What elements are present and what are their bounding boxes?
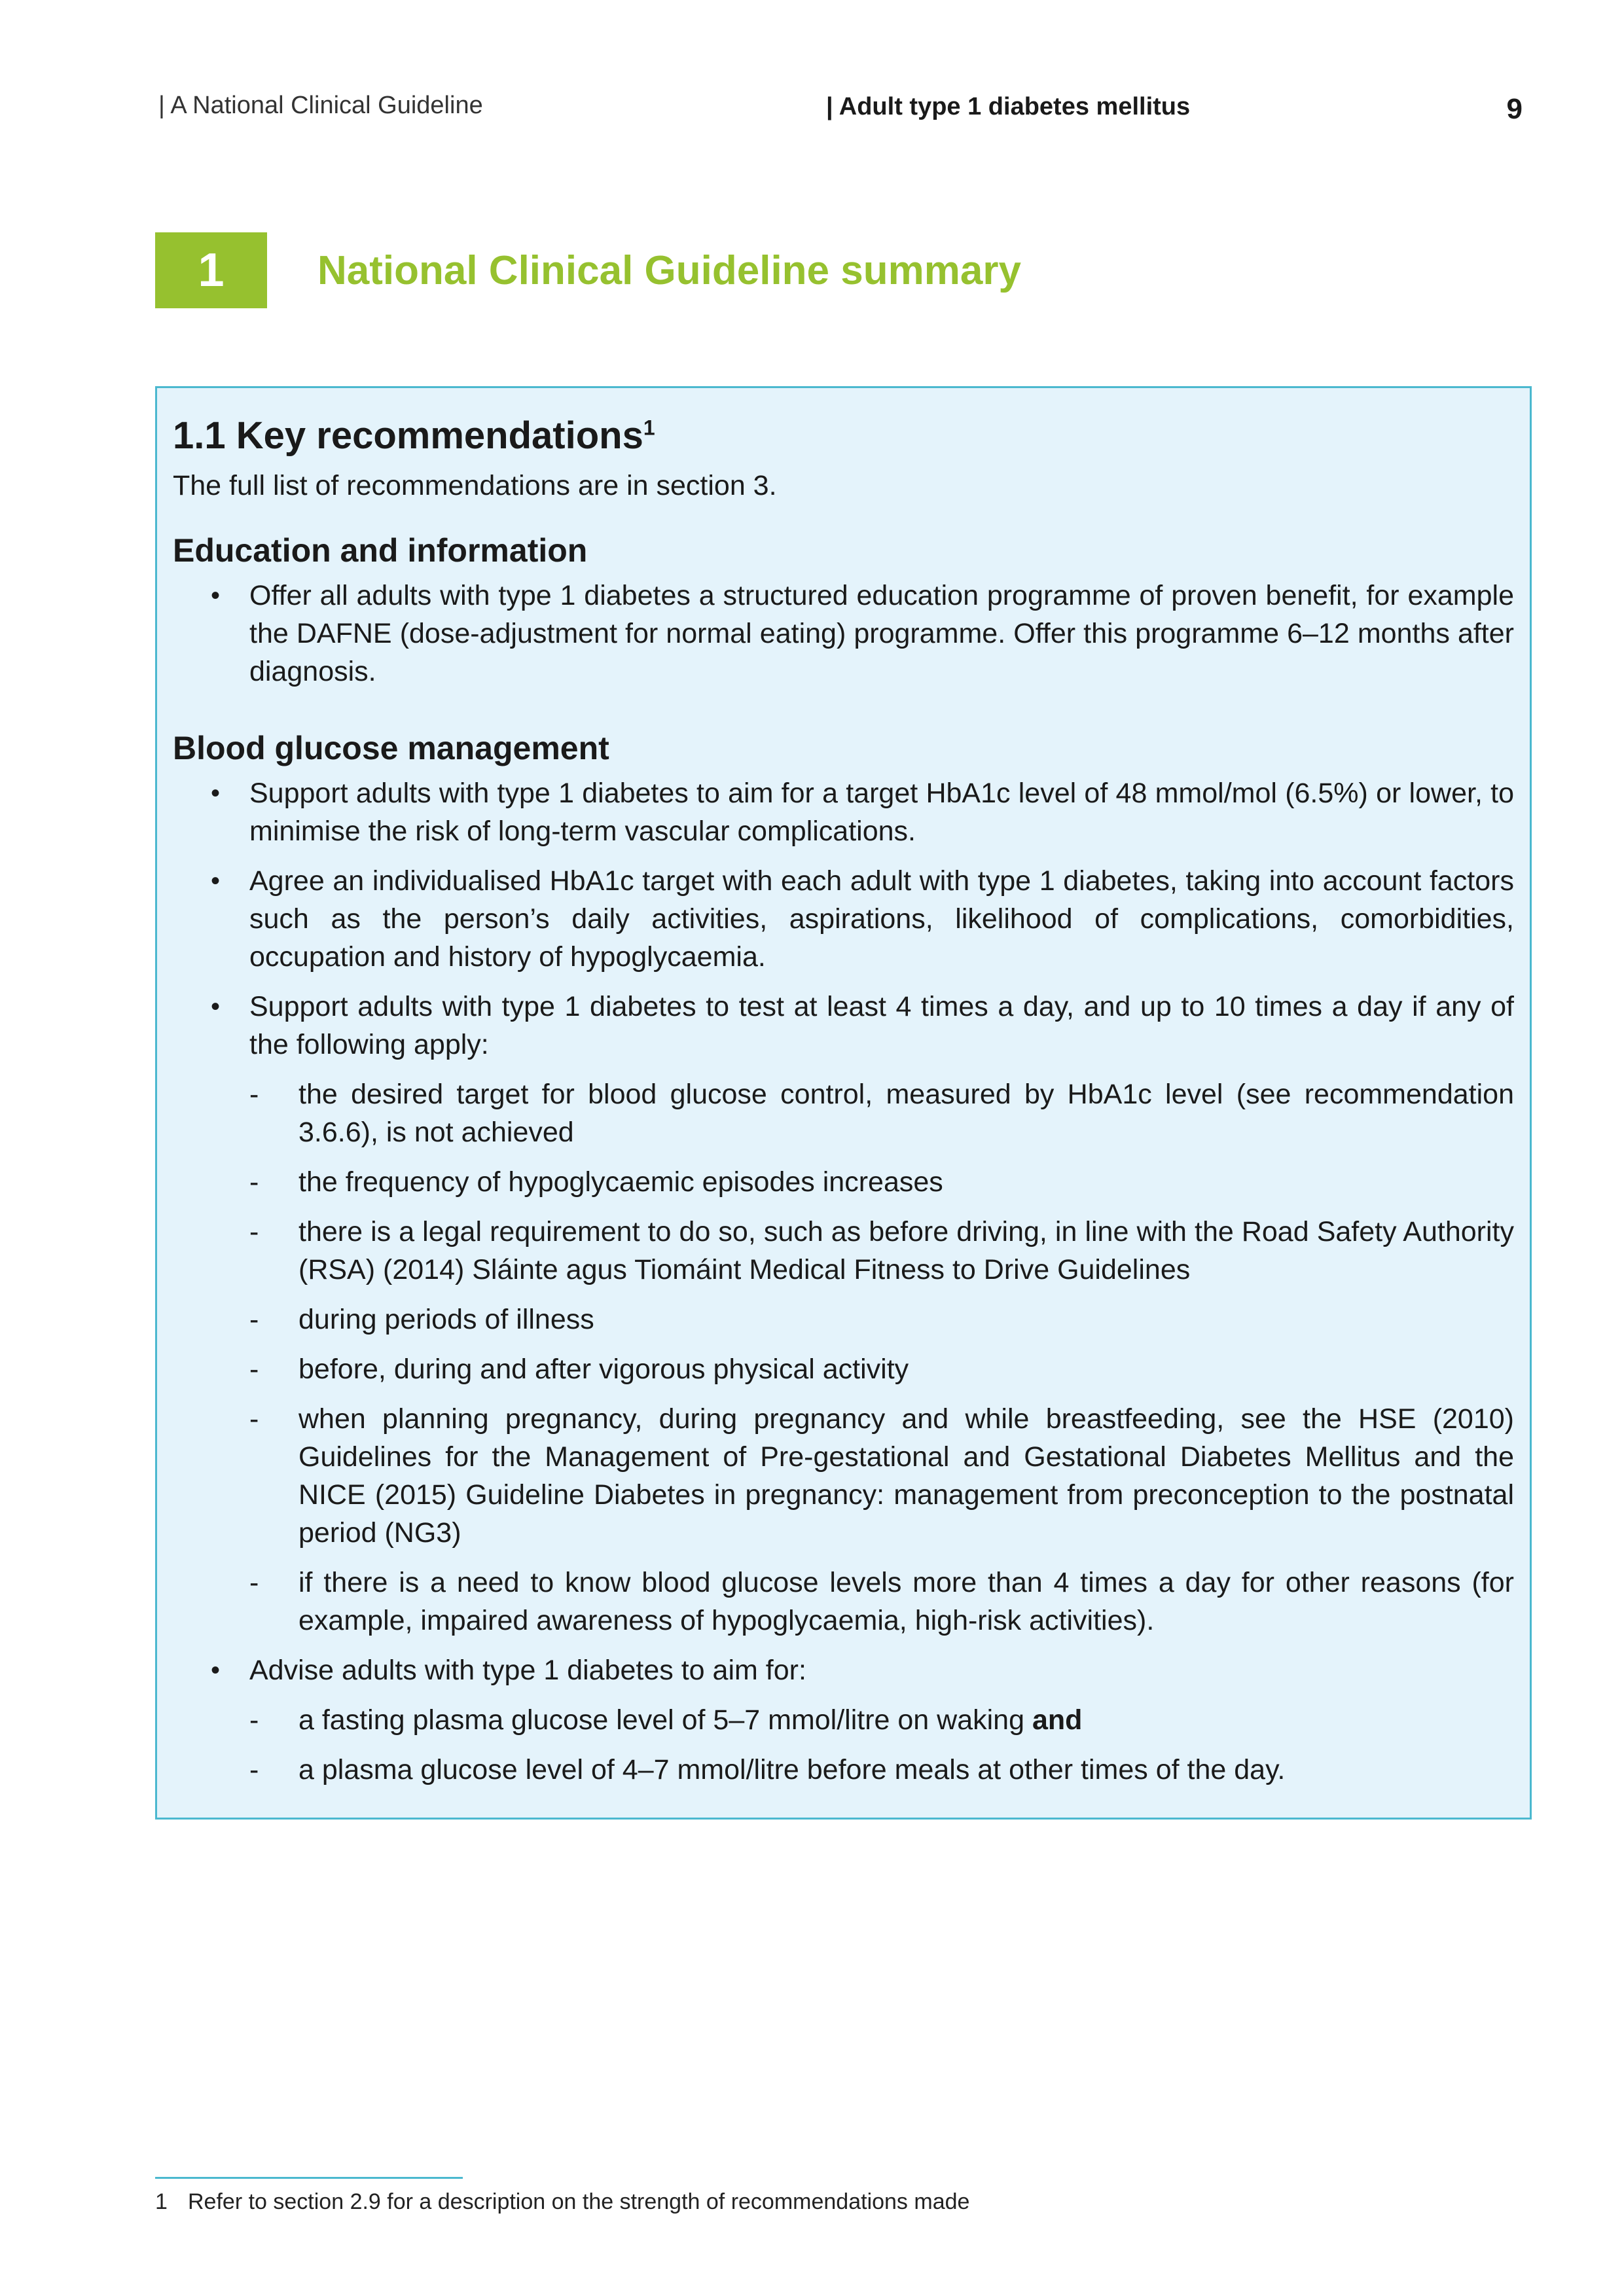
- dash-icon: -: [249, 1403, 259, 1435]
- list-item-text: a plasma glucose level of 4–7 mmol/litre before meals at other times of the day.: [298, 1753, 1286, 1785]
- aim-for-list: [249, 1701, 1514, 1789]
- list-item: [249, 1701, 1514, 1739]
- chapter-number: 1: [198, 244, 225, 296]
- list-item-text: during periods of illness: [298, 1303, 594, 1335]
- list-item-text: the desired target for blood glucose control, measured by HbA1c level (see recommendation 3.6.6), is not achieved: [298, 1078, 1514, 1148]
- education-bullet: [173, 577, 1514, 691]
- intro-text: The full list of recommendations are in section 3.: [173, 469, 777, 501]
- glucose-list: [173, 774, 1514, 1789]
- testing-conditions-list: [249, 1075, 1514, 1640]
- bullet-text: Support adults with type 1 diabetes to test at least 4 times a day, and up to 10 times a day if any of the following apply:: [249, 990, 1514, 1060]
- list-item-text: there is a legal requirement to do so, such as before driving, in line with the Road Safety Authority (RSA) (2014) Sláinte agus Tiomáint Medical Fitness to Drive Guidelines: [298, 1215, 1514, 1285]
- section-title-text: 1.1 Key recommendations: [173, 414, 643, 457]
- list-item-text: a fasting plasma glucose level of 5–7 mmol/litre on waking: [298, 1704, 1032, 1736]
- list-item: [249, 1751, 1514, 1789]
- dash-icon: -: [249, 1166, 259, 1198]
- list-item-text: when planning pregnancy, during pregnancy and while breastfeeding, see the HSE (2010) Guidelines for the Management of Pre-gestational and Gestational Diabetes Mellitus and the NICE (2015) Guideline Diabetes in pregnancy: management from preconception to the postnatal period (NG3): [298, 1403, 1514, 1549]
- chapter-title: National Clinical Guideline summary: [317, 248, 1021, 293]
- dash-icon: -: [249, 1704, 259, 1736]
- key-recommendations-box: [155, 386, 1532, 1820]
- section-title: [173, 413, 1514, 459]
- education-list: [173, 577, 1514, 691]
- glucose-heading: Blood glucose management: [173, 729, 609, 766]
- list-item: [249, 1300, 1514, 1338]
- dash-icon: -: [249, 1215, 259, 1247]
- page-number: 9: [1506, 93, 1523, 125]
- glucose-bullet-hba1c-target: [173, 774, 1514, 850]
- list-item: [249, 1350, 1514, 1388]
- list-item: [249, 1564, 1514, 1640]
- emphasis-and: and: [1032, 1704, 1083, 1736]
- chapter-number-badge: [155, 232, 267, 308]
- footnote: [155, 2189, 969, 2215]
- list-item-text: before, during and after vigorous physical activity: [298, 1353, 909, 1385]
- bullet-icon: •: [211, 1655, 221, 1685]
- bullet-text: Offer all adults with type 1 diabetes a structured education programme of proven benefit, for example the DAFNE (dose-adjustment for normal eating) programme. Offer this programme 6–12 months after diagnosis.: [249, 579, 1514, 687]
- list-item-text: if there is a need to know blood glucose levels more than 4 times a day for other reasons (for example, impaired awareness of hypoglycaemia, high-risk activities).: [298, 1566, 1514, 1636]
- bullet-text: Advise adults with type 1 diabetes to aim for:: [249, 1654, 806, 1686]
- list-item: [249, 1075, 1514, 1151]
- footnote-number: 1: [155, 2189, 168, 2214]
- footnote-reference[interactable]: 1: [643, 416, 655, 440]
- education-heading: Education and information: [173, 531, 588, 569]
- dash-icon: -: [249, 1303, 259, 1335]
- dash-icon: -: [249, 1566, 259, 1598]
- running-header-left: | A National Clinical Guideline: [158, 92, 483, 119]
- bullet-icon: •: [211, 778, 221, 808]
- list-item: [249, 1400, 1514, 1552]
- dash-icon: -: [249, 1078, 259, 1110]
- dash-icon: -: [249, 1353, 259, 1385]
- dash-icon: -: [249, 1753, 259, 1785]
- list-item-text: the frequency of hypoglycaemic episodes increases: [298, 1166, 943, 1198]
- footnote-text: Refer to section 2.9 for a description on the strength of recommendations made: [188, 2189, 970, 2214]
- glucose-bullet-individualised-target: [173, 862, 1514, 976]
- footnote-divider: [155, 2177, 463, 2179]
- bullet-text: Agree an individualised HbA1c target with each adult with type 1 diabetes, taking into account factors such as the person’s daily activities, aspirations, likelihood of complications, comorbidities, occupation and history of hypoglycaemia.: [249, 865, 1514, 973]
- glucose-bullet-testing: [173, 988, 1514, 1640]
- list-item: [249, 1163, 1514, 1201]
- bullet-text: Support adults with type 1 diabetes to aim for a target HbA1c level of 48 mmol/mol (6.5%) or lower, to minimise the risk of long-term vascular complications.: [249, 777, 1514, 847]
- list-item: [249, 1213, 1514, 1289]
- glucose-bullet-aim-for: [173, 1651, 1514, 1789]
- bullet-icon: •: [211, 581, 221, 610]
- bullet-icon: •: [211, 866, 221, 895]
- running-header-title: | Adult type 1 diabetes mellitus: [826, 93, 1191, 120]
- bullet-icon: •: [211, 992, 221, 1021]
